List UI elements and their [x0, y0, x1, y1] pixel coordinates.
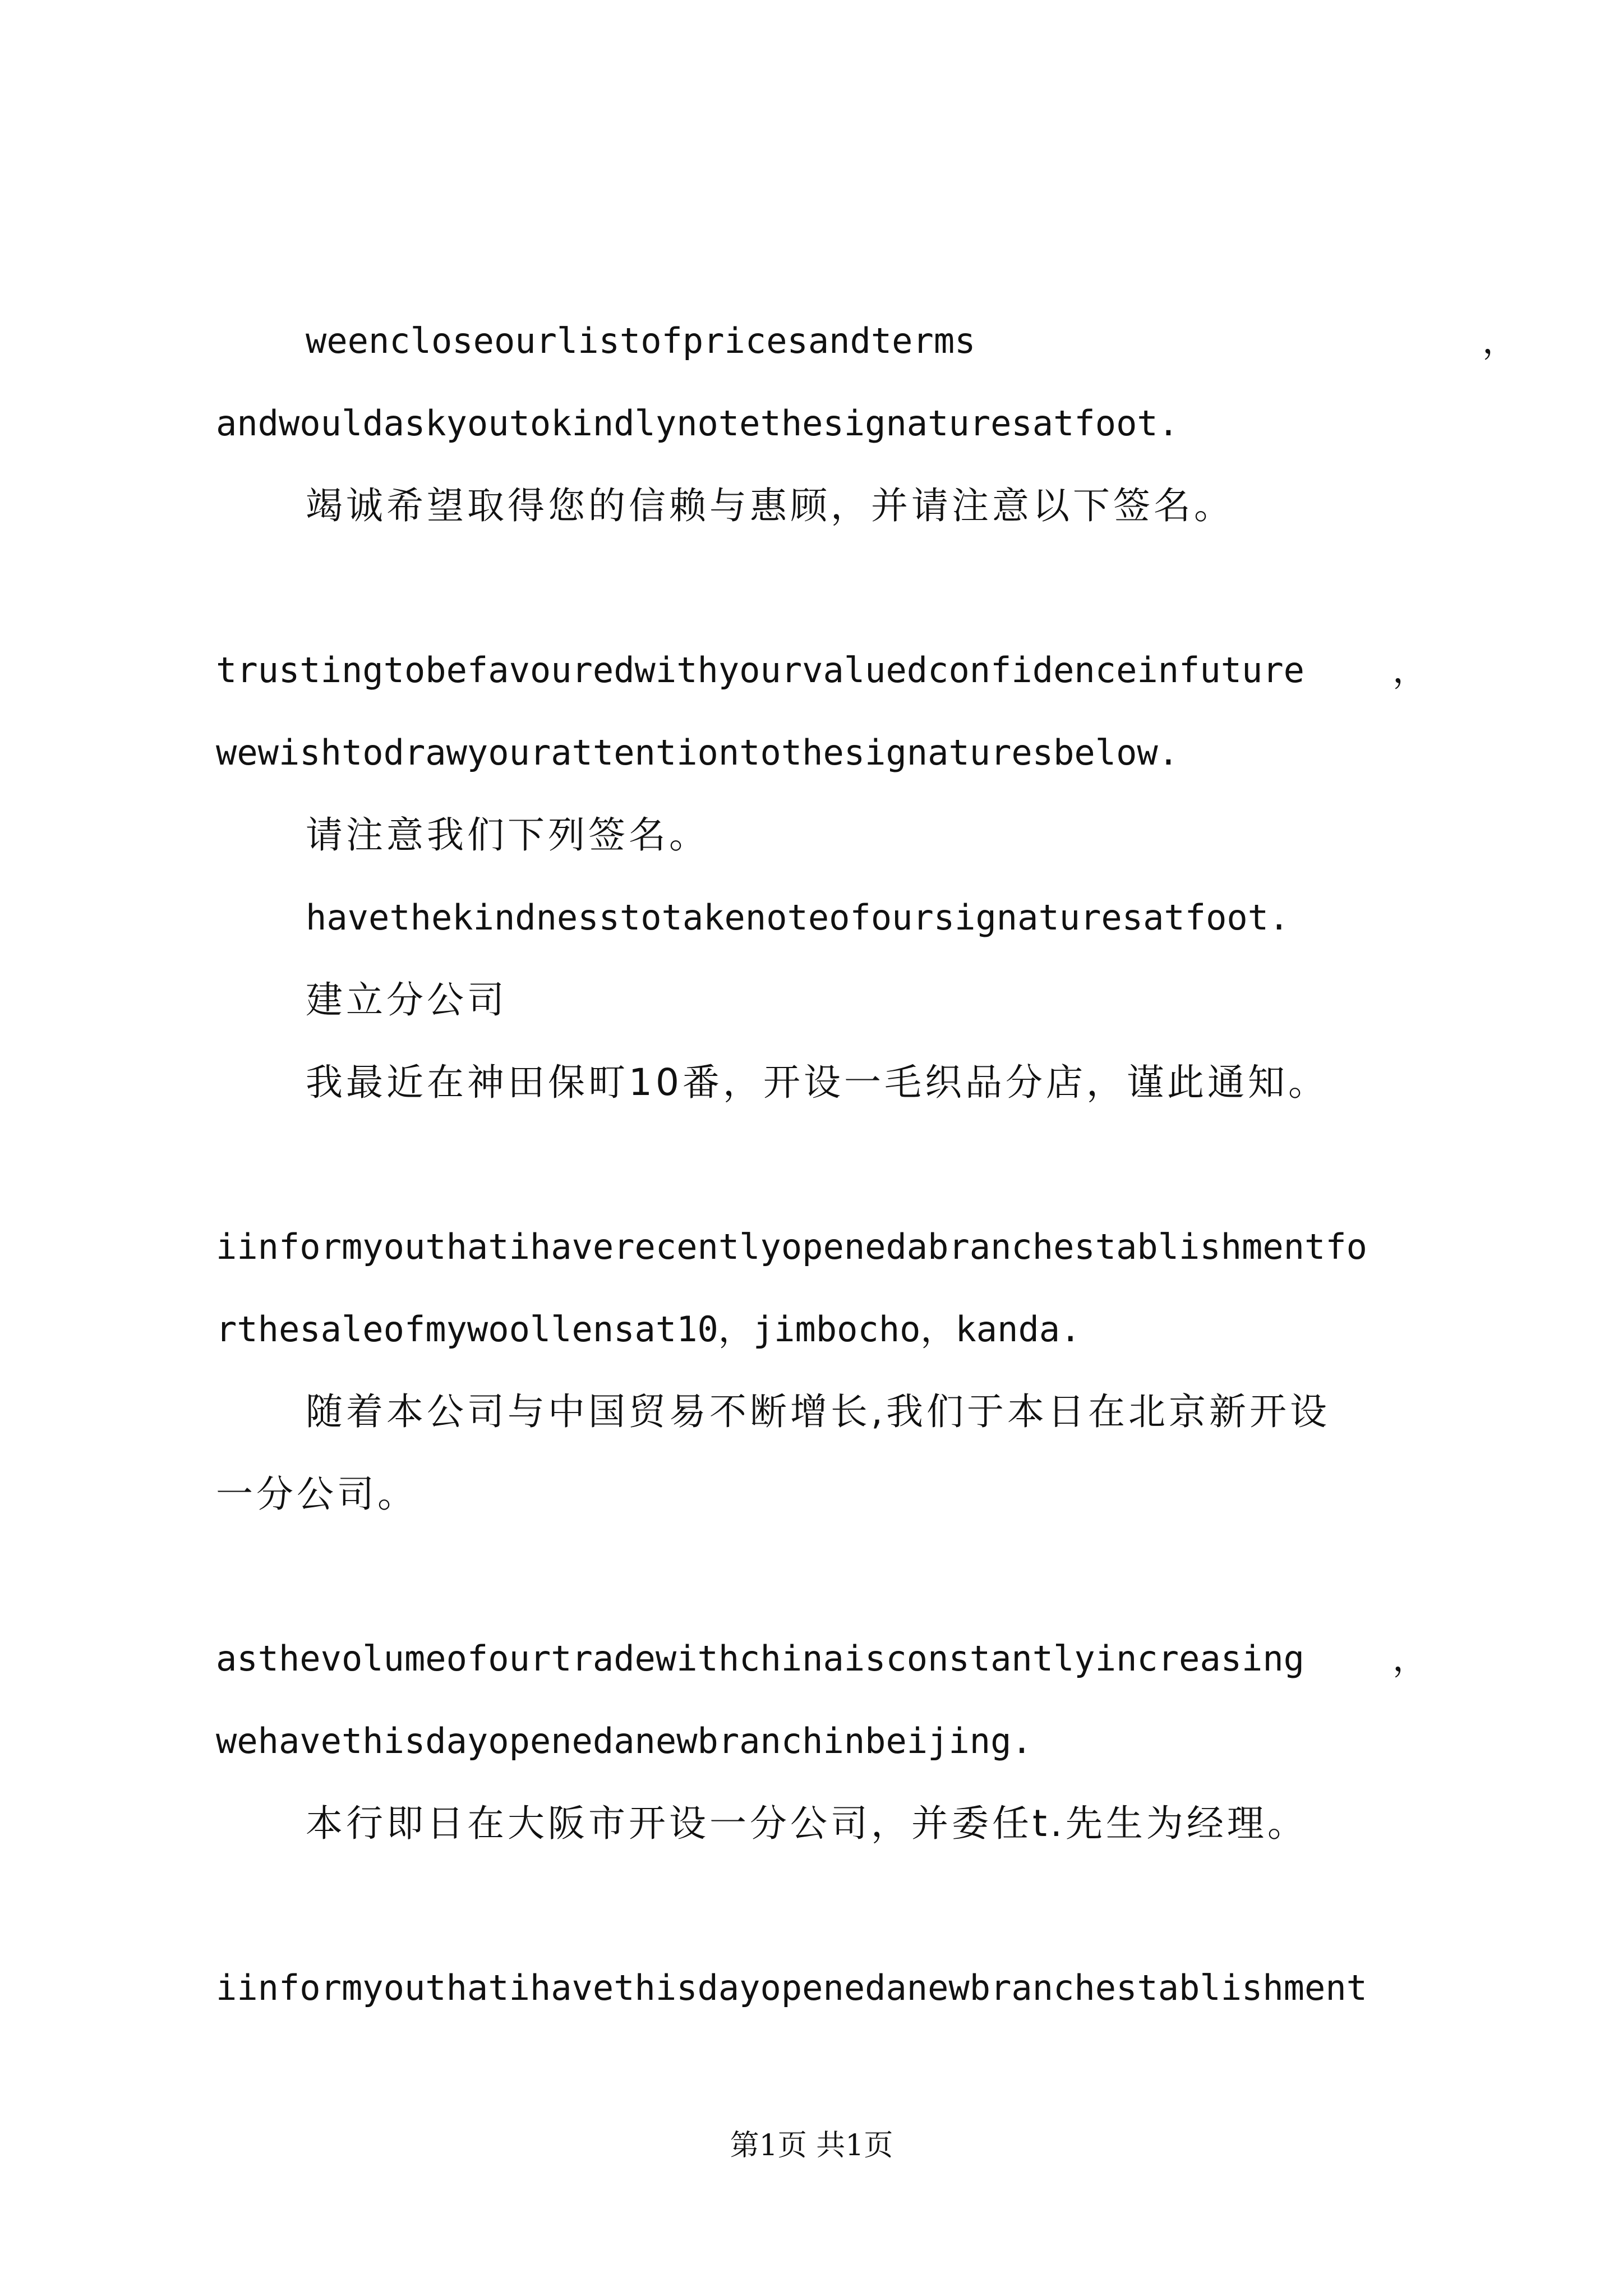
- text-line-1-main: weencloseourlistofpricesandterms: [306, 320, 976, 361]
- text-line-15: wehavethisdayopenedanewbranchinbeijing.: [216, 1720, 1032, 1761]
- text-line-17: iinformyouthatihavethisdayopenedanewbranchestablishment: [216, 1967, 1367, 2008]
- text-line-4: [216, 648, 1427, 693]
- section-heading: 建立分公司: [306, 978, 508, 1022]
- text-line-1-comma: ，: [1482, 320, 1517, 361]
- text-line-14: [216, 1636, 1427, 1681]
- text-line-7: havethekindnesstotakenoteofoursignaturesatfoot.: [306, 897, 1290, 938]
- text-line-12: 随着本公司与中国贸易不断增长,我们于本日在北京新开设: [306, 1390, 1330, 1433]
- text-line-10: iinformyouthatihaverecentlyopenedabranchestablishmentfo: [216, 1226, 1367, 1267]
- text-line-14-comma: ，: [1392, 1638, 1427, 1679]
- text-line-3: 竭诚希望取得您的信赖与惠顾，并请注意以下签名。: [306, 484, 1234, 527]
- text-line-6: 请注意我们下列签名。: [306, 813, 709, 857]
- text-line-4-comma: ，: [1392, 650, 1427, 691]
- text-line-4-main: trustingtobefavouredwithyourvaluedconfidenceinfuture: [216, 650, 1305, 691]
- text-line-9: 我最近在神田保町10番，开设一毛织品分店，谨此通知。: [306, 1061, 1329, 1104]
- text-line-2: andwouldaskyoutokindlynotethesignaturesatfoot.: [216, 403, 1179, 444]
- text-line-14-main: asthevolumeofourtradewithchinaisconstantlyincreasing: [216, 1638, 1305, 1679]
- text-line-16: 本行即日在大阪市开设一分公司，并委任t.先生为经理。: [306, 1802, 1308, 1845]
- text-line-5: wewishtodrawyourattentiontothesignaturesbelow.: [216, 732, 1179, 773]
- text-line-11: rthesaleofmywoollensat10，jimbocho，kanda.: [216, 1309, 1081, 1350]
- page-number-footer: 第1页 共1页: [730, 2129, 893, 2162]
- text-line-1: [306, 319, 1517, 364]
- text-line-13: 一分公司。: [216, 1473, 418, 1516]
